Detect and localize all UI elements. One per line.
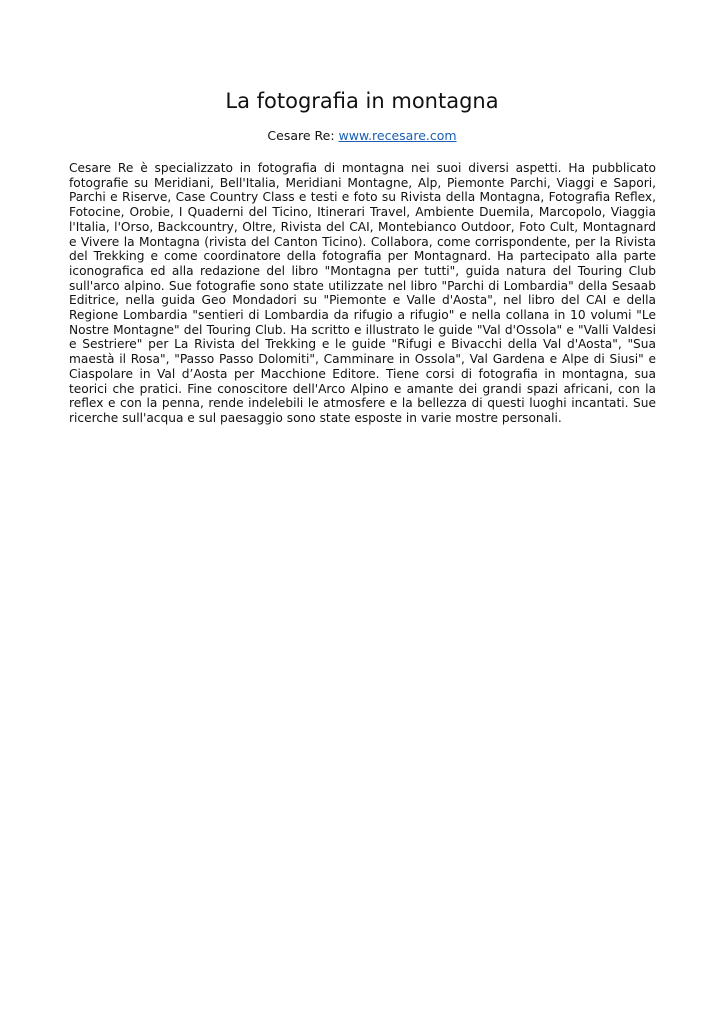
website-link[interactable]: www.recesare.com (338, 128, 457, 143)
biography-paragraph: Cesare Re è specializzato in fotografia di montagna nei suoi diversi aspetti. Ha pubblicato fotografie su Meridiani, Bell'Italia, Meridiani Montagne, Alp, Piemonte Parchi, Viaggi e Sapori, Parchi e Riserve, Case Country Class e testi e foto su Rivista della Montagna, Fotografia Reflex, Fotocine, Orobie, I Quaderni del Ticino, Itinerari Travel, Ambiente Duemila, Marcopolo, Viaggia l'Italia, l'Orso, Backcountry, Oltre, Rivista del CAI, Montebianco Outdoor, Foto Cult, Montagnard e Vivere la Montagna (rivista del Canton Ticino). Collabora, come corrispondente, per la Rivista del Trekking e come coordinatore della fotografia per Montagnard. Ha partecipato alla parte iconografica ed alla redazione del libro "Montagna per tutti", guida natura del Touring Club sull'arco alpino. Sue fotografie sono state utilizzate nel libro "Parchi di Lombardia" della Sesaab Editrice, nella guida Geo Mondadori su "Piemonte e Valle d'Aosta", nel libro del CAI e della Regione Lombardia "sentieri di Lombardia da rifugio a rifugio" e nella collana in 10 volumi "Le Nostre Montagne" del Touring Club. Ha scritto e illustrato le guide "Val d'Ossola" e "Valli Valdesi e Sestriere" per La Rivista del Trekking e le guide "Rifugi e Bivacchi della Val d'Aosta", "Sua maestà il Rosa", "Passo Passo Dolomiti", Camminare in Ossola", Val Gardena e Alpe di Siusi" e Ciaspolare in Val d’Aosta per Macchione Editore. Tiene corsi di fotografia in montagna, sua teorici che pratici. Fine conoscitore dell'Arco Alpino e amante dei grandi spazi africani, con la reflex e con la penna, rende indelebili le atmosfere e la bellezza di questi luoghi incantati. Sue ricerche sull'acqua e sul paesaggio sono state esposte in varie mostre personali. (69, 161, 656, 425)
page-title: La fotografia in montagna (225, 89, 499, 113)
byline-prefix: Cesare Re: (267, 128, 339, 143)
author-byline (0, 127, 724, 145)
